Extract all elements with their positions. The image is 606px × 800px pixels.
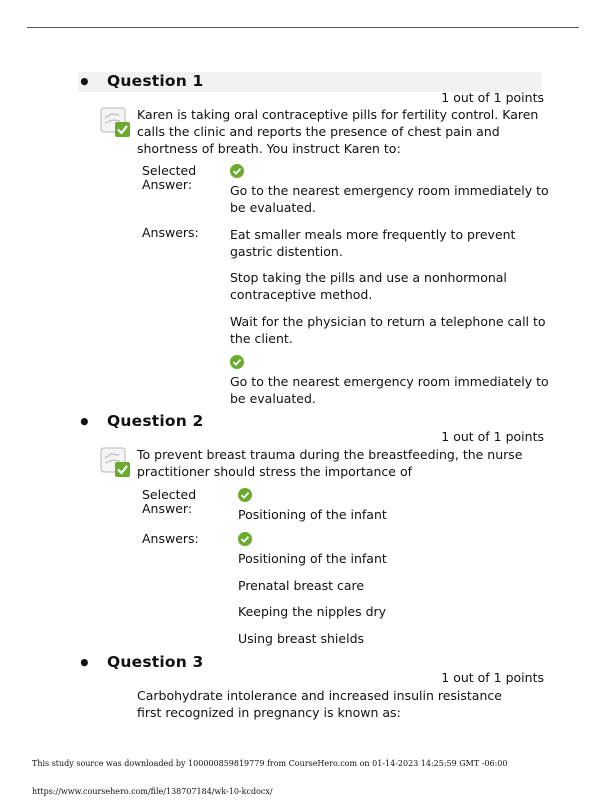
top-divider xyxy=(27,27,579,28)
download-notice: This study source was downloaded by 100000859819779 from CourseHero.com on 01-14-2023 14:25:59 GMT -06:00 xyxy=(32,759,508,768)
question-1-title: Question 1 xyxy=(107,72,204,90)
question-1-text: Karen is taking oral contraceptive pills for fertility control. Karen calls the clinic and reports the presence of chest pain and shortness of breath. You instruct Karen to: xyxy=(137,107,539,156)
bullet: • xyxy=(78,410,91,434)
selected-answer-label: Selected Answer: xyxy=(142,163,197,192)
answer-option-correct: Positioning of the infant xyxy=(238,551,387,566)
question-2-title: Question 2 xyxy=(107,412,204,430)
correct-check-icon xyxy=(230,164,244,178)
question-1-header xyxy=(78,72,542,92)
bullet: • xyxy=(78,651,91,675)
answers-label: Answers: xyxy=(142,531,199,546)
answer-option: Eat smaller meals more frequently to prevent gastric distention. xyxy=(230,227,516,259)
source-url[interactable]: https://www.coursehero.com/file/138707184/wk-10-kcdocx/ xyxy=(32,787,273,796)
bullet: • xyxy=(78,70,91,94)
question-1-points: 1 out of 1 points xyxy=(441,90,544,105)
correct-check-icon xyxy=(230,355,244,369)
answer-option: Keeping the nipples dry xyxy=(238,604,387,619)
answer-option-correct: Go to the nearest emergency room immediately to be evaluated. xyxy=(230,374,549,406)
selected-answer: Go to the nearest emergency room immediately to be evaluated. xyxy=(230,183,549,215)
graded-correct-icon xyxy=(99,106,131,138)
question-3-points: 1 out of 1 points xyxy=(441,670,544,685)
question-2-points: 1 out of 1 points xyxy=(441,429,544,444)
question-3-title: Question 3 xyxy=(107,653,204,671)
selected-answer-label: Selected Answer: xyxy=(142,487,197,516)
selected-answer: Positioning of the infant xyxy=(238,507,387,522)
answer-option: Wait for the physician to return a telephone call to the client. xyxy=(230,314,546,346)
answer-option: Stop taking the pills and use a nonhormonal contraceptive method. xyxy=(230,270,507,302)
graded-correct-icon xyxy=(99,446,131,478)
answer-option: Using breast shields xyxy=(238,631,365,646)
correct-check-icon xyxy=(238,488,252,502)
correct-check-icon xyxy=(238,532,252,546)
question-2-text: To prevent breast trauma during the breastfeeding, the nurse practitioner should stress the importance of xyxy=(137,447,523,479)
question-3-text: Carbohydrate intolerance and increased insulin resistance first recognized in pregnancy is known as: xyxy=(137,688,502,720)
answer-option: Prenatal breast care xyxy=(238,578,365,593)
answers-label: Answers: xyxy=(142,225,199,240)
